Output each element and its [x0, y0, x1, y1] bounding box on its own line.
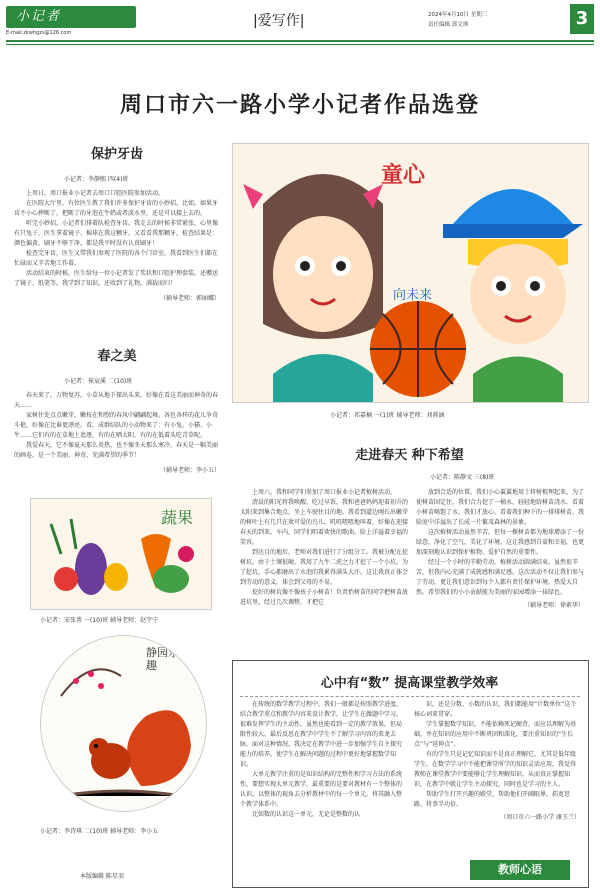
paragraph: 经过一个小时的辛勤劳动，植树活动圆满结束。虽然很辛苦，但我内心充满了成就感和满足感。这次活动不仅让我们参与了劳动，更让我们意识到每个人都有责任保护环境、热爱大自然。希望我们的小小贡献能为美丽的家园增添一抹绿色。 — [416, 559, 585, 596]
logo: 小记者 — [16, 9, 62, 24]
paragraph: 家树住处点点嫩芽，嫩枝在和煦的春风中翩翩起舞。各色各样的花儿争奇斗艳，好像在比谁更漂亮。看，成群结队的小动物来了：有小兔、小猫、小牛……它们有的在草地上追逐，有的在晒太阳，有的在低着头吃青草呢。 — [14, 412, 219, 439]
painting-vegetables — [30, 498, 212, 610]
responsible-editor: 责任编辑 郭文飒 — [428, 22, 469, 28]
author-signature: （周口市六一路小学 康玉兰） — [500, 814, 580, 821]
painting-title: 童心 — [381, 162, 426, 188]
article-byline: 小记者：李静熙 四(4)班 — [64, 176, 129, 183]
teacher-credit: （辅导老师：李小五） — [159, 467, 220, 474]
painting-squirrel — [40, 635, 207, 812]
section-label: 爱写作 — [257, 13, 300, 29]
divider — [240, 696, 580, 697]
paragraph: 挖好的树坑像不像孩子小树苗！负责抬树苗的同学把树苗放进坑里，经过几次调整，才把它 — [240, 589, 409, 606]
header-rule — [6, 40, 594, 42]
page-editor: 本版编辑 陈星羽 — [80, 873, 124, 880]
page-title: 周口市六一路小学小记者作品选登 — [119, 93, 480, 118]
email: E-mail:zkwhgzs@126.com — [6, 30, 72, 36]
article-spring-beauty — [14, 345, 220, 474]
paragraph: 到达目的地后，老师对我们进行了分组分工。我被分配在挖树坑。由于土壤很硬，我用了九牛二虎之力才挖了一个小坑。为了挖坑，手心都磨出了水泡的我累得满头大汗。这让我真正体会到劳动的意义，体会到父母的不易。 — [240, 549, 409, 586]
teacher-credit: （辅导老师：徐素华） — [523, 602, 584, 609]
paragraph: 清晨的阳光将我唤醒，吃过早饭，我和爸爸妈妈迎着初升的太阳来到集合地点，坐上车驶往目的地。我看到道边刚长出嫩芽的树叶上有几只在欢可爱的鸟儿，叽叽喳喳地叫着，好像在迎接春天的到来。车内，同学们唱着欢快的歌曲，脸上洋溢着幸福的笑容。 — [240, 499, 409, 546]
paragraph: 大单元教学注重的是知识结构的完整性和学习方法的系统性，要想实现大单元教学，最重要的是要对教材有一个整体的认识，以整体的视角去分析教材中的每一个单元，将其融入整个教学体系中。 — [240, 771, 403, 808]
painting-subtitle: 向未来 — [393, 288, 433, 303]
issue-date: 2024年4月10日 星期三 — [428, 12, 488, 18]
column-tag: 教师心语 — [470, 860, 570, 880]
article-spring-planting-col2 — [416, 488, 584, 609]
paragraph: 有的学生只是记忆知识而不是真正理解它，尤其是低年级学生，在数学学习中不能把课堂所学的知识灵活应用，我觉得教师在课堂教学中要能够让学生理解知识，从而真正掌握知识，在教学中就让学生主动探究，同时也是学习的主人。 — [414, 751, 577, 788]
paragraph: 检查完牙齿，医生又带我们参观了医院的各个门诊室。我看到医生们都在忙碌而又辛苦地工作着。 — [14, 250, 219, 267]
article-title-math: 心中有“数” 提高课堂教学效率 — [320, 676, 499, 691]
paragraph: 在传统的数学教学过程中，我们一般都是按照教学进度，结合教学重点和教学内容来设计教学，让学生在做题中学习，很难发挥学生的主动性，虽然也能看到一定的教学效果，但局限性较大，最后反思在教学中学生不了解学习内容的来龙去脉，面对这种情况，我决定在教学中进一步加强学生自主探究能力的培养，使学生在解决问题的过程中更好地掌握数学知识。 — [240, 701, 403, 768]
painting-children — [232, 143, 589, 403]
article-title: 春之美 — [97, 349, 137, 364]
paragraph: 这次植树活动虽然辛苦，但每一棵树苗都为地球增添了一份绿意，净化了空气，美化了环境。这让我感到自豪和幸福，也更加深刻地认识到保护植物、爱护自然的重要性。 — [416, 529, 585, 556]
paragraph: 帮助学生打开兴趣的殿堂，帮助他们开阔眼界，拓宽思路，将事半功倍。 — [414, 791, 571, 808]
paragraph: 学生掌握数学知识，不能依赖死记硬背，而应以理解为基础，并在知识的应用中不断巩固和深化，要注重知识的“生长点”与“延伸点”。 — [414, 721, 577, 748]
teacher-credit: （辅导老师：郭丽娜） — [159, 295, 220, 302]
paragraph: 听完小妙招，小记者们排着队检查牙齿。我走去的时候非常紧张，心里像有只兔子，医生拿着镜子、棉球在我这颗牙，又看看我那颗牙，检查结果是：颜色偏黄，刷牙不够干净，都是我平时没有认真刷牙！ — [14, 220, 219, 247]
caption-vegetables: 小记者：宋张菁 一(10)班 辅导老师：赵宇宁 — [40, 617, 159, 624]
paragraph: 比如数的认识这一单元，无论是整数的认 — [252, 811, 361, 818]
paragraph: 春天来了，万物复苏，小草从地下探出头来，好像在看这美丽而神奇的春天…… — [14, 392, 219, 409]
article-byline: 小记者：陈静文 三(8)班 — [430, 474, 495, 481]
header-rule-thin — [6, 44, 594, 45]
article-title-spring-planting: 走进春天 种下希望 — [355, 448, 464, 463]
paragraph: 上周六，我和同学们参加了周口报业小记者植树活动。 — [252, 489, 397, 496]
article-title: 保护牙齿 — [90, 147, 143, 162]
caption-squirrel: 小记者：李诗琪 二(10)班 辅导老师：李小五 — [40, 828, 159, 835]
article-spring-planting-col1 — [240, 488, 408, 608]
painting-inscription: 静园乐趣 — [146, 646, 179, 672]
paragraph: 识，还是分数、小数的认识，我们都能用“计数单位”这个核心词来贯穿。 — [414, 701, 577, 718]
article-math-col2 — [414, 700, 580, 821]
article-byline: 小记者：崔宸溪 二(10)班 — [64, 378, 133, 385]
article-math-col1 — [240, 700, 406, 820]
paragraph: 上周日，周口报业小记者去周口口腔医院参加活动。 — [26, 190, 165, 197]
article-protect-teeth — [14, 143, 220, 302]
paragraph: 在医院大厅里，有位医生教了我们许多保护牙齿的小妙招。比如，如果牙齿不小心摔断了，把断了的牙泡在牛奶或者淡水里，还是可以接上去的。 — [14, 200, 219, 217]
page-number: 3 — [570, 4, 594, 34]
section-title: |爱写作| — [253, 13, 305, 29]
paragraph: 放到合适的位置。我们小心翼翼地用土将树根埋起来，为了使树苗固定住，我们合力挖了一桶水，轻轻地给树苗浇水。看着小树苗喝饱了水，我们才放心。看着我们种下的一排排树苗，我脸庞中洋溢出了长成一片繁茂森林的景象。 — [416, 489, 585, 526]
paragraph: 活动结束的时候，医生给每一位小记者发了奖状和口腔护理套装。还赠送了镜子、纸笔等。我学到了知识，还收到了礼物，满载而归！ — [14, 270, 219, 287]
painting-inscription: 蔬果 — [161, 508, 194, 527]
paragraph: 我爱春天，它不像夏天那么炎热，也不像冬天那么寒冷。春天是一幅美丽的画卷，是一个美丽、神奇、充满希望的季节！ — [14, 442, 219, 459]
caption-children: 小记者：祁嘉楠 一(1)班 辅导老师：刘燕涵 — [330, 412, 445, 419]
